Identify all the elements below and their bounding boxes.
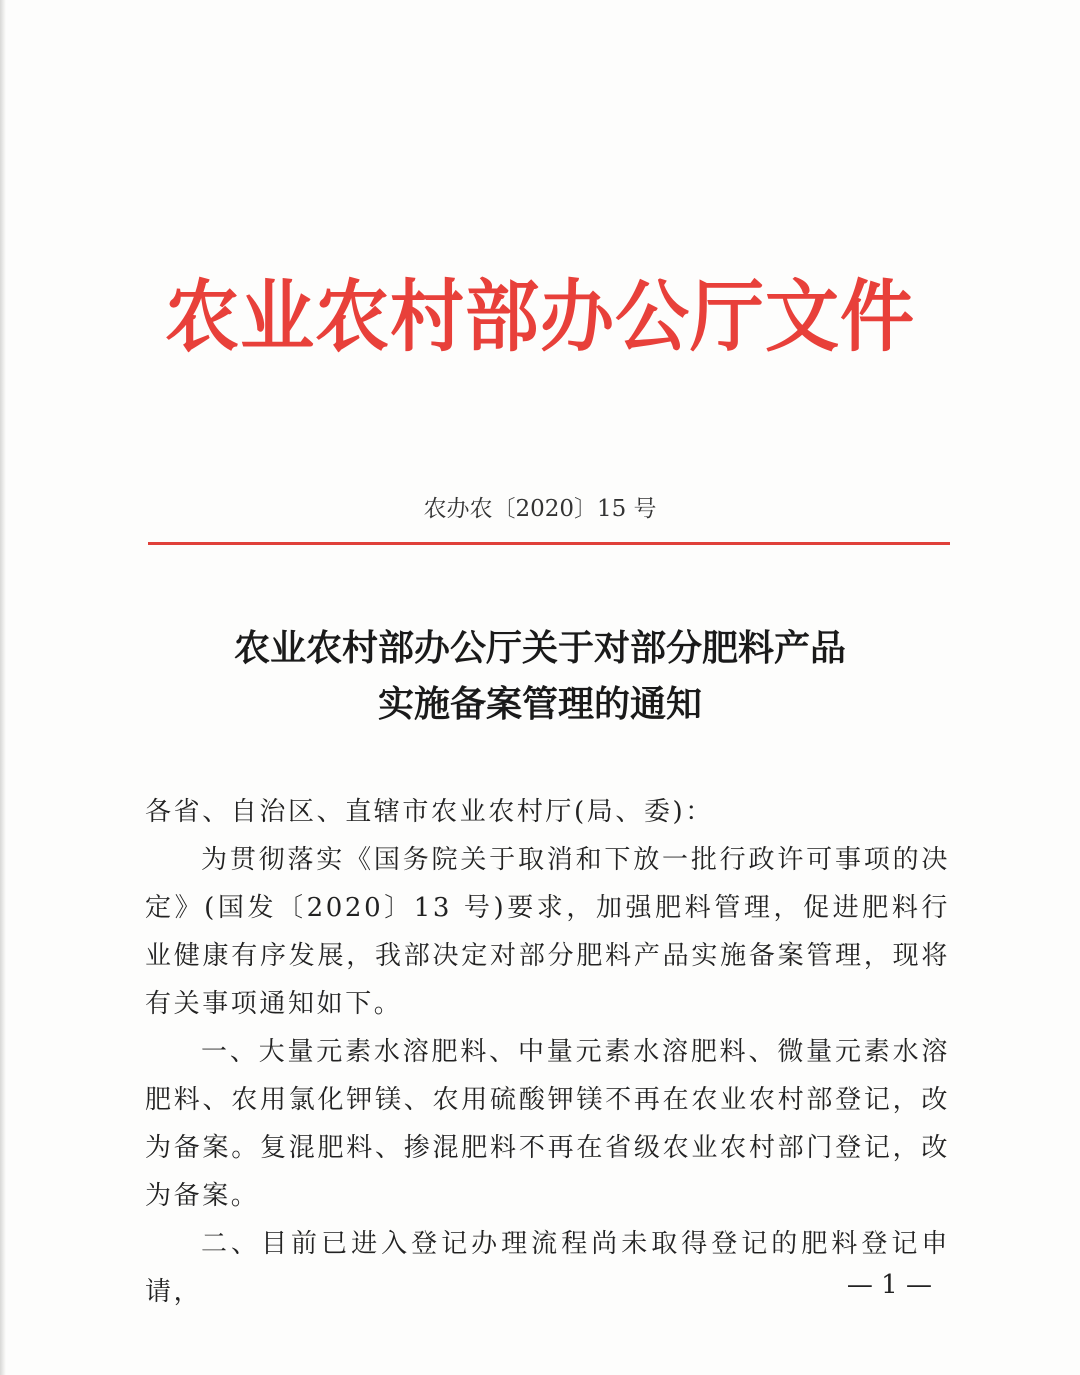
body-paragraph: 二、目前已进入登记办理流程尚未取得登记的肥料登记申请，	[145, 1229, 950, 1307]
document-masthead: 农业农村部办公厅文件	[165, 272, 915, 363]
body-paragraph: 为贯彻落实《国务院关于取消和下放一批行政许可事项的决定》(国发〔2020〕13 号)要求，加强肥料管理，促进肥料行业健康有序发展，我部决定对部分肥料产品实施备案管理，现将有关事项通知如下。	[145, 845, 950, 1019]
notice-body	[145, 788, 950, 1316]
addressee-line: 各省、自治区、直辖市农业农村厅(局、委)：	[145, 797, 714, 827]
body-paragraph: 一、大量元素水溶肥料、中量元素水溶肥料、微量元素水溶肥料、农用氯化钾镁、农用硫酸钾镁不再在农业农村部登记，改为备案。复混肥料、掺混肥料不再在省级农业农村部门登记，改为备案。	[145, 1037, 950, 1211]
document-number: 农办农〔2020〕15 号	[423, 496, 657, 522]
page-number: — 1 —	[846, 1270, 932, 1300]
notice-title-line-2: 实施备案管理的通知	[377, 683, 702, 725]
notice-title-line-1: 农业农村部办公厅关于对部分肥料产品	[233, 627, 846, 669]
notice-title	[0, 620, 1080, 732]
red-divider-rule	[148, 542, 950, 545]
